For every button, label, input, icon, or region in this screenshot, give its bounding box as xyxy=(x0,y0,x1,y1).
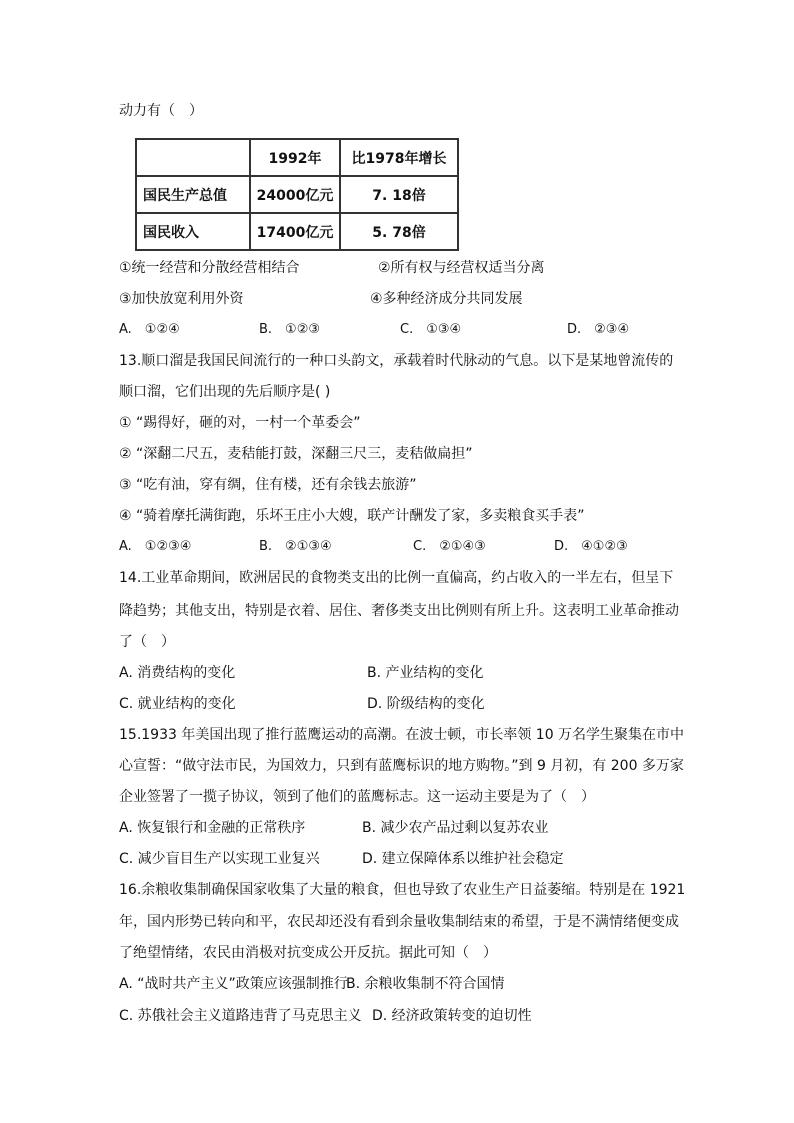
table-cell: 17400亿元 xyxy=(250,213,340,250)
table-header-cell xyxy=(136,139,250,176)
q16-stem: 年，国内形势已转向和平，农民却还没有看到余量收集制结束的希望，于是不满情绪便变成 xyxy=(119,914,679,930)
q13-item: ③ “吃有油，穿有绸，住有楼，还有余钱去旅游” xyxy=(119,477,417,493)
q15-option-b[interactable]: B. 减少农产品过剩以复苏农业 xyxy=(362,820,549,836)
table-cell: 国民生产总值 xyxy=(136,176,250,213)
q15-stem: 15.1933 年美国出现了推行蓝鹰运动的高潮。在波士顿，市长率领 10 万名学生聚集在市中 xyxy=(119,727,685,743)
table-row xyxy=(136,139,458,176)
q15-stem: 企业签署了一揽子协议，领到了他们的蓝鹰标志。这一运动主要是为了（ ） xyxy=(119,789,595,805)
table-cell: 国民收入 xyxy=(136,213,250,250)
option-b[interactable]: B. ②①③④ xyxy=(259,539,332,554)
gdp-table xyxy=(135,138,459,251)
q16-option-b[interactable]: B. 余粮收集制不符合国情 xyxy=(346,976,505,992)
table-cell: 7. 18倍 xyxy=(340,176,458,213)
q13-item: ④ “骑着摩托满街跑，乐坏王庄小大嫂，联产计酬发了家，多卖粮食买手表” xyxy=(119,508,585,524)
q13-item: ① “踢得好，砸的对，一村一个革委会” xyxy=(119,415,361,431)
table-row xyxy=(136,176,458,213)
q16-option-d[interactable]: D. 经济政策转变的迫切性 xyxy=(372,1008,532,1024)
option-c[interactable]: C. ②①④③ xyxy=(413,539,486,554)
q14-stem: 降趋势；其他支出，特别是衣着、居住、奢侈类支出比例则有所上升。这表明工业革命推动 xyxy=(119,603,679,619)
q16-stem: 16.余粮收集制确保国家收集了大量的粮食，但也导致了农业生产日益萎缩。特别是在 1921 xyxy=(119,882,686,898)
option-d[interactable]: D. ④①②③ xyxy=(554,539,628,554)
q14-stem: 了（ ） xyxy=(119,634,175,650)
q12-statement: ①统一经营和分散经营相结合 xyxy=(119,260,300,276)
table-header-cell: 1992年 xyxy=(250,139,340,176)
option-b[interactable]: B. ①②③ xyxy=(259,322,321,337)
table-header-cell: 比1978年增长 xyxy=(340,139,458,176)
q12-stem-tail: 动力有（ ） xyxy=(119,103,203,119)
table-cell: 24000亿元 xyxy=(250,176,340,213)
q12-statement: ③加快放宽利用外资 xyxy=(119,291,244,307)
option-a[interactable]: A. ①②③④ xyxy=(119,539,192,554)
q15-option-d[interactable]: D. 建立保障体系以维护社会稳定 xyxy=(362,851,564,867)
q14-option-d[interactable]: D. 阶级结构的变化 xyxy=(367,696,485,712)
q13-item: ② “深翻二尺五，麦秸能打鼓，深翻三尺三，麦秸做扁担” xyxy=(119,446,473,462)
q12-statement: ④多种经济成分共同发展 xyxy=(370,291,523,307)
q15-option-c[interactable]: C. 减少盲目生产以实现工业复兴 xyxy=(119,851,320,867)
table-row xyxy=(136,213,458,250)
option-c[interactable]: C. ①③④ xyxy=(400,322,462,337)
q13-stem: 顺口溜，它们出现的先后顺序是( ) xyxy=(119,384,331,400)
q13-stem: 13.顺口溜是我国民间流行的一种口头韵文，承载着时代脉动的气息。以下是某地曾流传的 xyxy=(119,353,674,369)
option-d[interactable]: D. ②③④ xyxy=(567,322,630,337)
q16-option-c[interactable]: C. 苏俄社会主义道路违背了马克思主义 xyxy=(119,1008,362,1024)
q14-option-c[interactable]: C. 就业结构的变化 xyxy=(119,696,236,712)
q14-option-b[interactable]: B. 产业结构的变化 xyxy=(367,665,484,681)
table-cell: 5. 78倍 xyxy=(340,213,458,250)
q14-option-a[interactable]: A. 消费结构的变化 xyxy=(119,665,236,681)
q15-option-a[interactable]: A. 恢复银行和金融的正常秩序 xyxy=(119,820,306,836)
q14-stem: 14.工业革命期间，欧洲居民的食物类支出的比例一直偏高，约占收入的一半左右，但呈下 xyxy=(119,570,674,586)
q15-stem: 心宣誓：“做守法市民，为国效力，只到有蓝鹰标识的地方购物。”到 9 月初，有 200 多万家 xyxy=(119,758,684,774)
q12-statement: ②所有权与经营权适当分离 xyxy=(378,260,545,276)
q16-option-a[interactable]: A. “战时共产主义”政策应该强制推行 xyxy=(119,976,348,992)
q16-stem: 了绝望情绪，农民由消极对抗变成公开反抗。据此可知（ ） xyxy=(119,945,497,961)
option-a[interactable]: A. ①②④ xyxy=(119,322,180,337)
